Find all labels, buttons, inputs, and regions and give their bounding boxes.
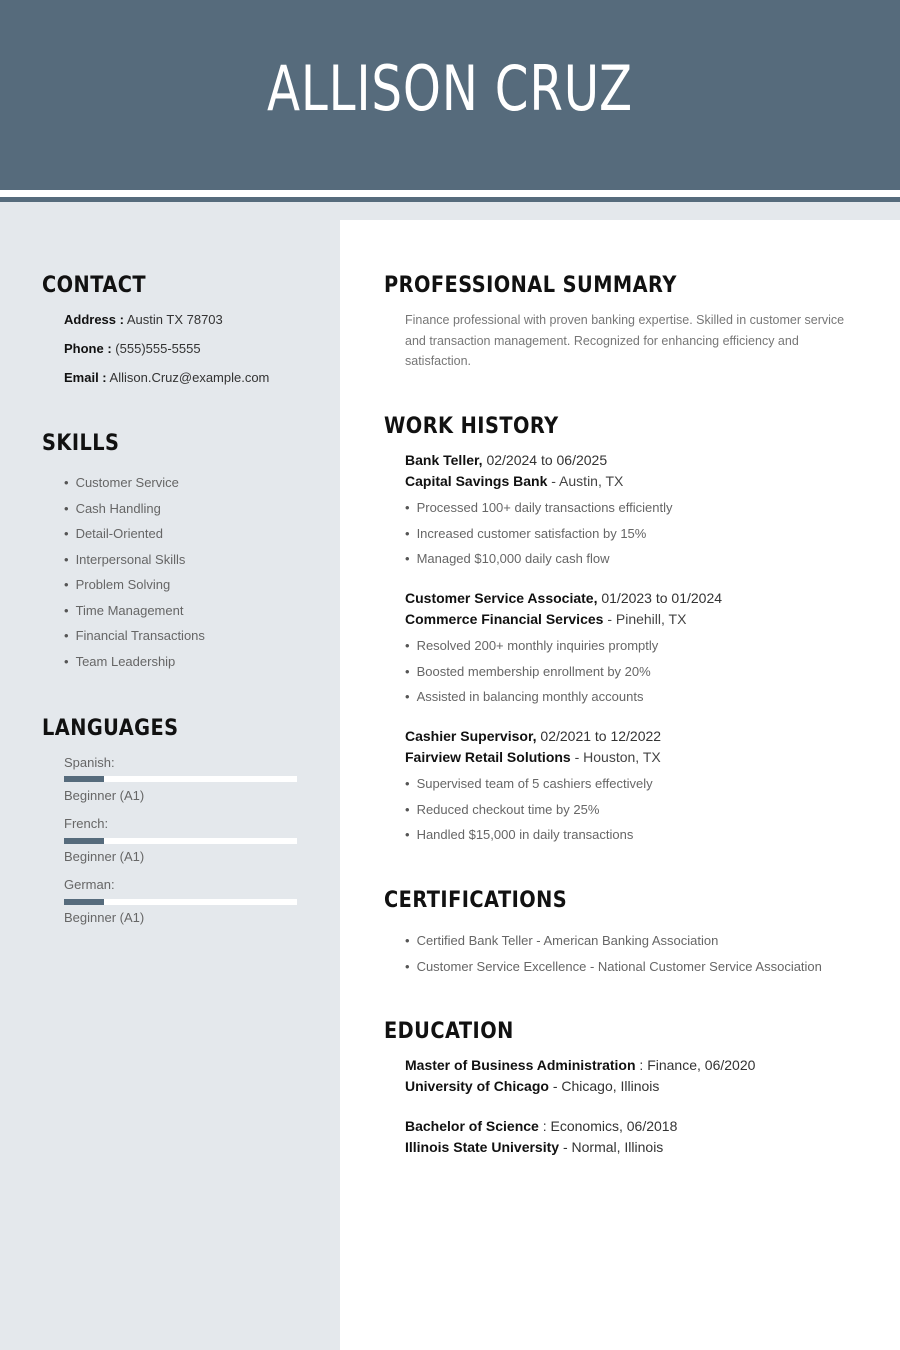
skill-item: • Financial Transactions <box>64 623 205 649</box>
job-title-line <box>405 728 661 744</box>
languages-heading: LANGUAGES <box>42 716 179 741</box>
job-bullet: • Reduced checkout time by 25% <box>405 797 653 823</box>
job-title-line <box>405 590 722 606</box>
job-bullet: • Supervised team of 5 cashiers effectively <box>405 771 653 797</box>
education-school-line <box>405 1078 659 1094</box>
candidate-name: ALLISON CRUZ <box>267 52 633 125</box>
language-proficiency-bar <box>64 899 297 905</box>
language-name: German: <box>64 877 115 892</box>
skills-list <box>64 470 205 674</box>
skill-item: • Cash Handling <box>64 496 205 522</box>
education-details: : Economics, 06/2018 <box>542 1118 678 1134</box>
job-bullets <box>405 495 673 572</box>
education-location: - Chicago, Illinois <box>552 1078 660 1094</box>
job-company-line <box>405 749 661 765</box>
job-title: Cashier Supervisor, <box>405 728 537 744</box>
contact-phone-value: (555)555-5555 <box>115 341 201 356</box>
certification-item: • Certified Bank Teller - American Banking Association <box>405 928 822 954</box>
job-bullet: • Managed $10,000 daily cash flow <box>405 546 673 572</box>
certification-item: • Customer Service Excellence - National Customer Service Association <box>405 954 822 980</box>
job-title: Bank Teller, <box>405 452 483 468</box>
language-proficiency-fill <box>64 776 104 782</box>
skill-item: • Problem Solving <box>64 572 205 598</box>
language-level: Beginner (A1) <box>64 910 145 925</box>
job-company-line <box>405 611 686 627</box>
skill-item: • Interpersonal Skills <box>64 547 205 573</box>
job-bullets <box>405 633 658 710</box>
skill-item: • Time Management <box>64 598 205 624</box>
education-location: - Normal, Illinois <box>562 1139 664 1155</box>
job-company: Capital Savings Bank <box>405 473 548 489</box>
job-bullet: • Processed 100+ daily transactions efficiently <box>405 495 673 521</box>
language-proficiency-bar <box>64 838 297 844</box>
skill-item: • Customer Service <box>64 470 205 496</box>
contact-email <box>64 370 269 385</box>
language-level: Beginner (A1) <box>64 849 145 864</box>
language-proficiency-bar <box>64 776 297 782</box>
job-dates: 02/2024 to 06/2025 <box>486 452 608 468</box>
education-school: Illinois State University <box>405 1139 560 1155</box>
language-level: Beginner (A1) <box>64 788 145 803</box>
contact-phone <box>64 341 201 356</box>
work-history-heading: WORK HISTORY <box>384 414 559 439</box>
education-degree: Bachelor of Science <box>405 1118 539 1134</box>
education-details: : Finance, 06/2020 <box>639 1057 756 1073</box>
summary-text: Finance professional with proven banking expertise. Skilled in customer service and transaction management. Recognized for enhancing efficiency and satisfaction. <box>405 313 845 368</box>
job-company-line <box>405 473 623 489</box>
skill-item: • Detail-Oriented <box>64 521 205 547</box>
header-banner <box>0 0 900 190</box>
job-bullet: • Handled $15,000 in daily transactions <box>405 822 653 848</box>
certifications-list <box>405 928 822 979</box>
education-school-line <box>405 1139 663 1155</box>
job-bullet: • Increased customer satisfaction by 15% <box>405 521 673 547</box>
certifications-heading: CERTIFICATIONS <box>384 888 568 913</box>
language-name: Spanish: <box>64 755 115 770</box>
summary-heading: PROFESSIONAL SUMMARY <box>384 273 677 298</box>
contact-email-label: Email : <box>64 370 107 385</box>
job-dates: 02/2021 to 12/2022 <box>540 728 662 744</box>
job-company: Fairview Retail Solutions <box>405 749 571 765</box>
job-title-line <box>405 452 607 468</box>
contact-address-value: Austin TX 78703 <box>126 312 223 327</box>
education-degree-line <box>405 1118 677 1134</box>
skill-item: • Team Leadership <box>64 649 205 675</box>
job-location: - Pinehill, TX <box>607 611 687 627</box>
job-bullet: • Resolved 200+ monthly inquiries promptly <box>405 633 658 659</box>
skills-heading: SKILLS <box>42 431 120 456</box>
education-heading: EDUCATION <box>384 1019 514 1044</box>
contact-phone-label: Phone : <box>64 341 112 356</box>
language-proficiency-fill <box>64 899 104 905</box>
language-name: French: <box>64 816 109 831</box>
job-bullets <box>405 771 653 848</box>
contact-heading: CONTACT <box>42 273 147 298</box>
education-degree: Master of Business Administration <box>405 1057 636 1073</box>
job-location: - Austin, TX <box>551 473 624 489</box>
job-title: Customer Service Associate, <box>405 590 598 606</box>
job-dates: 01/2023 to 01/2024 <box>601 590 723 606</box>
contact-email-value[interactable]: Allison.Cruz@example.com <box>109 370 270 385</box>
education-degree-line <box>405 1057 755 1073</box>
top-strip <box>340 202 900 220</box>
contact-address-label: Address : <box>64 312 124 327</box>
job-bullet: • Assisted in balancing monthly accounts <box>405 684 658 710</box>
language-proficiency-fill <box>64 838 104 844</box>
job-location: - Houston, TX <box>574 749 661 765</box>
job-company: Commerce Financial Services <box>405 611 604 627</box>
job-bullet: • Boosted membership enrollment by 20% <box>405 659 658 685</box>
education-school: University of Chicago <box>405 1078 549 1094</box>
contact-address <box>64 312 223 327</box>
